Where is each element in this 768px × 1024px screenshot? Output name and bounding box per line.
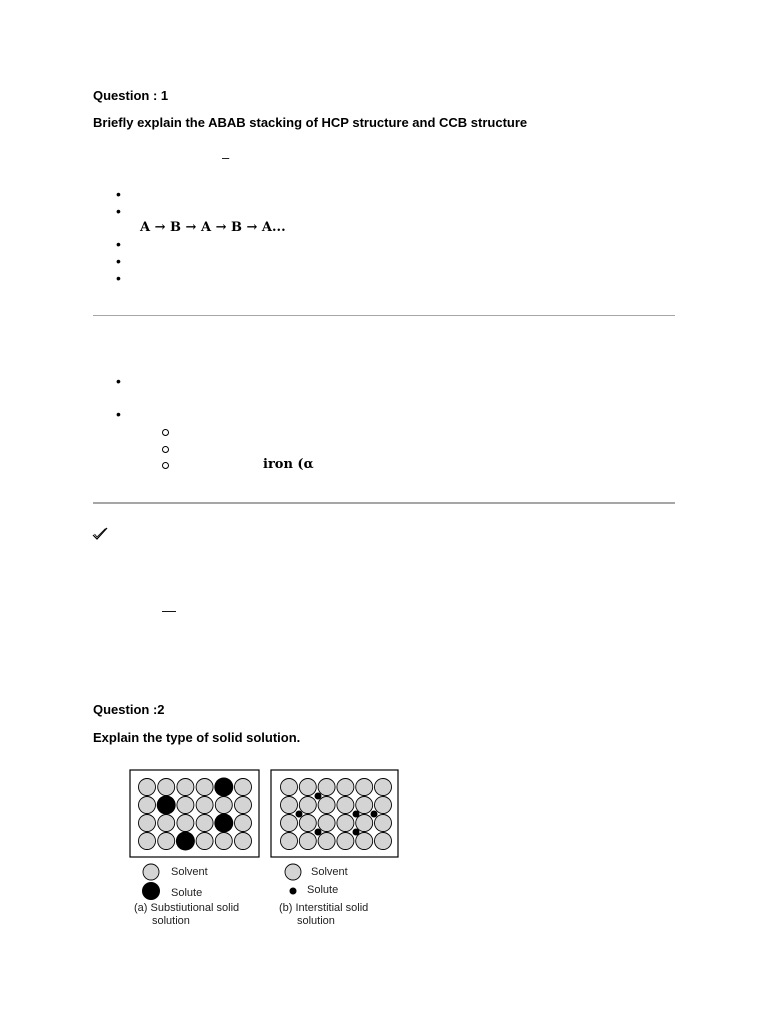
long-dash-mark: — [162, 602, 176, 618]
bullet: • [116, 406, 121, 422]
divider-thick [93, 502, 675, 504]
caption-right-line1: (b) Interstitial solid [279, 902, 369, 914]
solvent-atom [356, 833, 373, 850]
legend-solute-left: Solute [171, 887, 203, 899]
solute-atom [176, 832, 195, 851]
sub-bullet [162, 429, 169, 436]
legend-solute-right: Solute [307, 884, 339, 896]
solvent-atom [158, 815, 175, 832]
solvent-atom [375, 833, 392, 850]
question-2-prompt: Explain the type of solid solution. [93, 730, 301, 745]
solvent-atom [356, 815, 373, 832]
dash-mark: – [222, 150, 230, 165]
solvent-atom [139, 779, 156, 796]
bullet: • [116, 373, 121, 389]
solvent-atom [337, 833, 354, 850]
solvent-atom [337, 797, 354, 814]
sub-bullet [162, 462, 169, 469]
solvent-atom [158, 833, 175, 850]
legend-solvent-right: Solvent [311, 866, 348, 878]
interstitial-atom [315, 793, 322, 800]
solvent-atom [235, 797, 252, 814]
solvent-atom [281, 779, 298, 796]
solvent-atom [299, 797, 316, 814]
sub-bullet [162, 446, 169, 453]
solvent-atom [281, 797, 298, 814]
solvent-atom [337, 815, 354, 832]
solute-legend-marker [290, 888, 297, 895]
solvent-atom [375, 797, 392, 814]
solvent-atom [318, 833, 335, 850]
solvent-atom [318, 815, 335, 832]
solute-legend-marker [142, 882, 160, 900]
solvent-atom [177, 815, 194, 832]
solvent-atom [356, 797, 373, 814]
caption-left-line2: solution [152, 915, 190, 927]
solvent-atom [375, 815, 392, 832]
interstitial-atom [353, 811, 360, 818]
interstitial-atom [296, 811, 303, 818]
solute-atom [214, 778, 233, 797]
solvent-atom [196, 779, 213, 796]
solvent-atom [235, 833, 252, 850]
question-2-label: Question :2 [93, 702, 165, 717]
solvent-atom [139, 815, 156, 832]
solvent-legend-marker [143, 864, 159, 880]
caption-right-line2: solution [297, 915, 335, 927]
solvent-atom [177, 797, 194, 814]
solvent-atom [235, 815, 252, 832]
solvent-atom [139, 797, 156, 814]
iron-fragment: iron (α [263, 457, 314, 472]
solvent-atom [299, 833, 316, 850]
solvent-atom [356, 779, 373, 796]
bullet: • [116, 203, 121, 219]
question-1-prompt: Briefly explain the ABAB stacking of HCP structure and CCB structure [93, 115, 528, 130]
solvent-atom [215, 833, 232, 850]
interstitial-atom [371, 811, 378, 818]
solvent-atom [139, 833, 156, 850]
stacking-sequence: A → B → A → B → A... [140, 220, 286, 235]
bullet: • [116, 253, 121, 269]
solvent-atom [299, 779, 316, 796]
solvent-atom [375, 779, 392, 796]
solvent-legend-marker [285, 864, 301, 880]
interstitial-atom [353, 829, 360, 836]
question-1-label: Question : 1 [93, 88, 169, 103]
bullet: • [116, 236, 121, 252]
solvent-atom [196, 815, 213, 832]
bullet: • [116, 270, 121, 286]
check-icon [92, 527, 108, 541]
solvent-atom [215, 797, 232, 814]
caption-left-line1: (a) Substiutional solid [134, 902, 240, 914]
solvent-atom [281, 833, 298, 850]
legend-solvent-left: Solvent [171, 866, 208, 878]
solvent-atom [158, 779, 175, 796]
solvent-atom [318, 797, 335, 814]
solvent-atom [235, 779, 252, 796]
solvent-atom [196, 833, 213, 850]
solvent-atom [337, 779, 354, 796]
solvent-atom [299, 815, 316, 832]
solvent-atom [177, 779, 194, 796]
solute-atom [214, 814, 233, 833]
bullet: • [116, 186, 121, 202]
solvent-atom [196, 797, 213, 814]
solvent-atom [281, 815, 298, 832]
solvent-atom [318, 779, 335, 796]
divider [93, 315, 675, 316]
solute-atom [157, 796, 176, 815]
interstitial-atom [315, 829, 322, 836]
